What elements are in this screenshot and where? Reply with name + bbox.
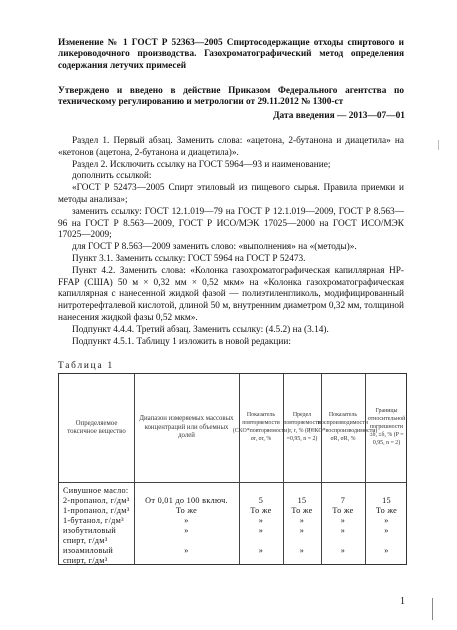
table-caption: Таблица 1 <box>58 361 114 371</box>
table-cell: » <box>340 516 346 525</box>
column-header: Показатель воспроизводимости (СКО*воспроизводимости) σR, σR, % <box>308 412 378 442</box>
table-cell: » <box>184 516 189 525</box>
table-cell: » <box>299 546 305 555</box>
paragraph: Пункт 3.1. Заменить ссылку: ГОСТ 5964 на ГОСТ Р 52473. <box>72 253 306 264</box>
column-header: Показатель повторяемости (СКО*повторяемости) σr, σr, % <box>232 412 290 442</box>
amendment-title: Изменение № 1 ГОСТ Р 52363—2005 Спиртосодержащие отходы спиртового и ликероводочного производства. Газохроматографический метод определения содержания летучих примесей <box>58 38 404 71</box>
document-body <box>58 136 404 348</box>
table-cell: То же <box>175 506 198 515</box>
table-cell: » <box>184 546 189 555</box>
column-header: Границы относительной погрешности ±δ, ±δ, % (P = 0,95, n = 2) <box>367 408 406 446</box>
table-cell: 15 <box>297 496 307 505</box>
table-cell: изоамиловый <box>63 546 114 555</box>
column-header: Диапазон измеряемых массовых концентраций или объемных долей <box>139 415 234 440</box>
table-cell: 1-бутанол, г/дм³ <box>63 516 124 525</box>
table-cell: » <box>384 526 389 535</box>
table-cell: 5 <box>258 496 264 505</box>
table-cell: То же <box>375 506 398 515</box>
paragraph: Подпункт 4.4.4. Третий абзац. Заменить ссылку: (4.5.2) на (3.14). <box>72 324 329 335</box>
table-cell: » <box>340 546 346 555</box>
paragraph: Раздел 1. Первый абзац. Заменить слова: «ацетона, 2-бутанона и диацетила» на «кетонов (ацетона, 2-бутанона и диацетила)». <box>58 136 404 158</box>
paragraph: дополнить ссылкой: <box>72 171 152 182</box>
header-divider <box>59 482 406 483</box>
paragraph: Подпункт 4.5.1. Таблицу 1 изложить в новой редакции: <box>72 336 291 347</box>
table-cell: » <box>299 526 305 535</box>
table-cell: » <box>384 546 389 555</box>
margin-mark <box>438 140 439 150</box>
table-cell: спирт, г/дм³ <box>63 556 108 565</box>
paragraph: для ГОСТ Р 8.563—2009 заменить слово: «выполнения» на «(методы)». <box>72 242 357 253</box>
column-header: Предел повторяемости r, r, % (P = =0,95, n = 2) <box>283 412 321 442</box>
paragraph: Пункт 4.2. Заменить слова: «Колонка газохроматографическая капиллярная HP-FFAP (США) 50 м × 0,32 мм × 0,52 мкм» на «Колонка газохроматографическая капиллярная с нанесенной жидкой фазой — полиэтиленгликоль, модифицированный нитротерефталевой кислотой, длиной 50 м, внутренним диаметром 0,32 мм, толщиной нанесения жидкой фазы 0,52 мкм». <box>58 265 404 323</box>
margin-mark <box>432 598 433 620</box>
paragraph: заменить ссылку: ГОСТ 12.1.019—79 на ГОСТ Р 12.1.019—2009, ГОСТ Р 8.563—96 на ГОСТ Р 8.563—2009, ГОСТ Р ИСО/МЭК 17025—2000 на ГОСТ ИСО/МЭК 17025—2009; <box>58 206 404 241</box>
table-cell: То же <box>291 506 313 515</box>
table-cell: То же <box>332 506 354 515</box>
table-cell: спирт, г/дм³ <box>63 536 108 545</box>
table-cell: 2-пропанол, г/дм³ <box>63 496 130 505</box>
table-cell: » <box>340 526 346 535</box>
table-cell: » <box>299 516 305 525</box>
data-table <box>58 373 407 565</box>
table-cell: От 0,01 до 100 включ. <box>145 496 228 505</box>
table-cell: » <box>258 526 264 535</box>
table-cell: 1-пропанол, г/дм³ <box>63 506 130 515</box>
table-cell: » <box>384 516 389 525</box>
page-number: 1 <box>400 596 405 607</box>
table-cell: » <box>258 546 264 555</box>
paragraph: «ГОСТ Р 52473—2005 Спирт этиловый из пищевого сырья. Правила приемки и методы анализа»; <box>58 183 404 205</box>
table-cell: То же <box>250 506 272 515</box>
column-header: Определяемое токсичное вещество <box>67 419 126 435</box>
table-cell: 15 <box>382 496 391 505</box>
table-cell: » <box>184 526 189 535</box>
effective-date: Дата введения — 2013—07—01 <box>273 111 405 121</box>
approval-statement: Утверждено и введено в действие Приказом Федерального агентства по техническому регулированию и метрологии от 29.11.2012 № 1300-ст <box>58 86 404 108</box>
table-cell: изобутиловый <box>63 526 117 535</box>
table-cell: 7 <box>340 496 346 505</box>
table-cell: » <box>258 516 264 525</box>
table-row: Сивушное масло: <box>63 486 129 495</box>
paragraph: Раздел 2. Исключить ссылку на ГОСТ 5964—93 и наименование; <box>72 159 331 170</box>
